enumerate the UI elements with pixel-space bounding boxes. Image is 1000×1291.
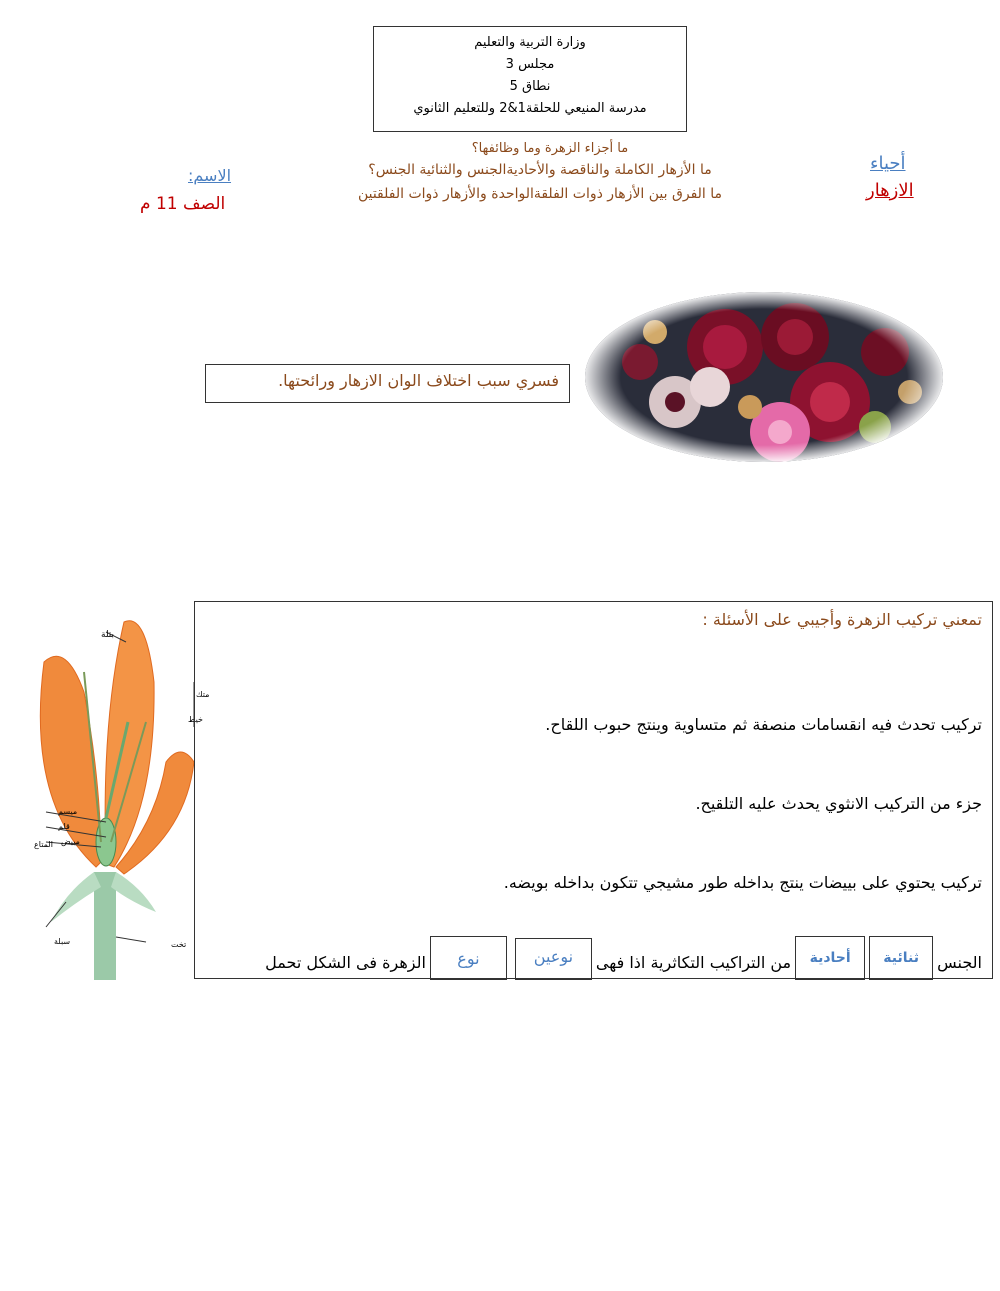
fill-text-2: من التراكيب التكاثرية اذا فهى — [595, 953, 792, 972]
diagram-label-anther: متك — [196, 690, 210, 699]
choice-unisexual[interactable]: أحادية — [795, 936, 865, 980]
lesson-title: الازهار — [866, 180, 914, 201]
diagram-label-petal: بتلة — [101, 630, 115, 640]
question-box — [194, 601, 993, 979]
choice-two-types[interactable]: نوعين — [515, 938, 592, 980]
choice-bisexual[interactable]: ثنائية — [869, 936, 933, 980]
grade-label: الصف 11 م — [140, 194, 226, 214]
question-2: جزء من التركيب الانثوي يحدث عليه التلقيح. — [695, 794, 982, 813]
subject-title: أحياء — [870, 153, 906, 174]
fill-text-1: الزهرة فى الشكل تحمل — [265, 953, 426, 972]
question-instructions: تمعني تركيب الزهرة وأجيبي على الأسئلة : — [702, 610, 982, 629]
header-box — [373, 26, 687, 132]
diagram-label-stigma: ميسم — [58, 807, 78, 816]
council-line: مجلس 3 — [505, 57, 555, 72]
diagram-label-filament: خيط — [188, 715, 203, 724]
diagram-label-style: قلم — [58, 822, 70, 831]
name-label: الاسم: — [188, 166, 232, 185]
objective-2: ما الأزهار الكاملة والناقصة والأحاديةالجنس والثنائية الجنس؟ — [368, 162, 712, 178]
objective-1: ما أجزاء الزهرة وما وظائفها؟ — [471, 141, 629, 156]
flowers-photo — [585, 292, 943, 462]
ministry-line: وزارة التربية والتعليم — [474, 35, 586, 50]
objective-3: ما الفرق بين الأزهار ذوات الفلقةالواحدة والأزهار ذوات الفلقتين — [357, 186, 723, 202]
zone-line: نطاق 5 — [509, 79, 551, 94]
diagram-label-receptacle: تخت — [171, 940, 187, 949]
flower-structure-diagram — [6, 602, 210, 980]
fill-text-3: الجنس — [937, 953, 982, 972]
question-1: تركيب تحدث فيه انقسامات منصفة ثم متساوية وينتج حبوب اللقاح. — [545, 715, 982, 734]
diagram-label-ovary: مبيض — [61, 837, 80, 846]
diagram-label-stamen: المتاع — [34, 840, 53, 849]
question-3: تركيب يحتوي على بييضات ينتج بداخله طور مشيجي تتكون بداخله بويضه. — [503, 873, 982, 892]
choice-one-type[interactable]: نوع — [430, 936, 507, 980]
explain-prompt: فسري سبب اختلاف الوان الازهار ورائحتها. — [205, 364, 570, 403]
school-line: مدرسة المنيعي للحلقة1&2 وللتعليم الثانوي — [413, 101, 647, 116]
fill-in-sentence — [265, 935, 982, 980]
diagram-label-sepal: سبلة — [54, 937, 71, 946]
